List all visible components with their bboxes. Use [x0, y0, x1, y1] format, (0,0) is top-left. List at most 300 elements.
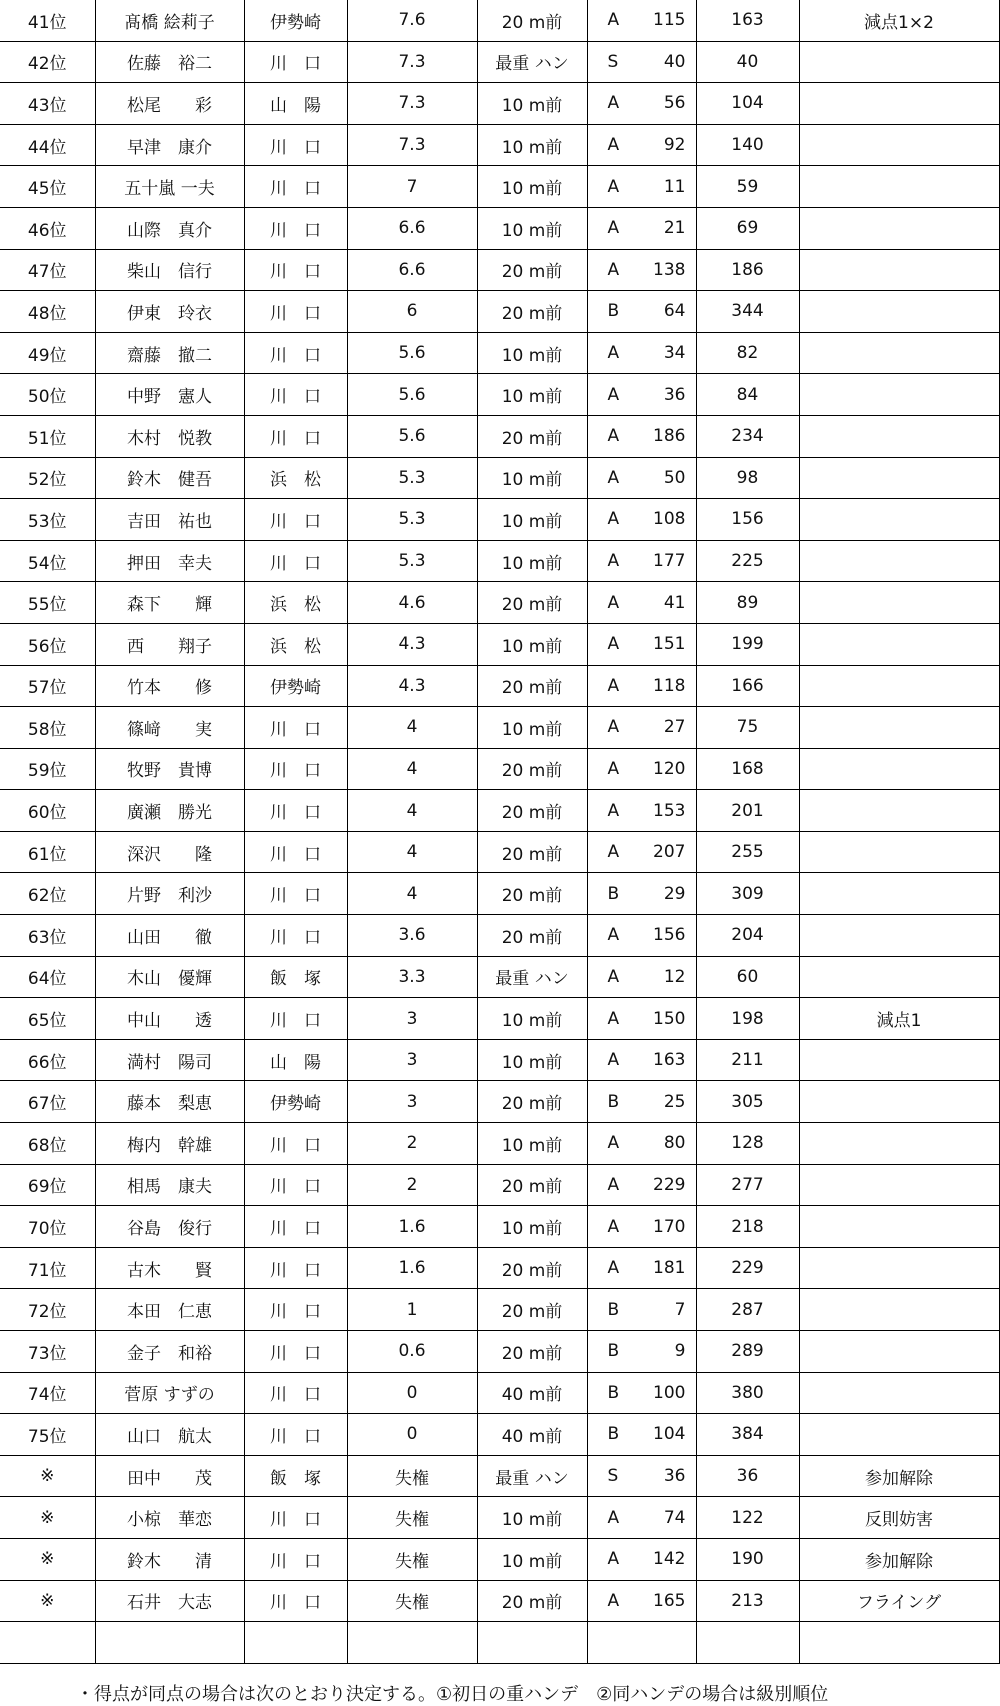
rank-cell: 64位	[0, 956, 95, 998]
handicap-cell: 10 m前	[477, 707, 587, 749]
player-number: 41	[663, 592, 686, 613]
remark-cell	[799, 1039, 999, 1081]
remark-cell	[799, 415, 999, 457]
name-cell	[95, 1622, 244, 1664]
club-cell: 川 口	[244, 374, 347, 416]
total-cell: 277	[696, 1164, 799, 1206]
player-number: 25	[663, 1091, 686, 1112]
rank-cell: 72位	[0, 1289, 95, 1331]
name-cell: 森下 輝	[95, 582, 244, 624]
total-cell: 218	[696, 1206, 799, 1248]
score-cell: 失権	[347, 1580, 477, 1622]
score-cell: 5.3	[347, 499, 477, 541]
grade-label: A	[607, 1258, 620, 1279]
player-number: 9	[674, 1341, 686, 1362]
grade-label: B	[607, 1424, 620, 1445]
score-cell	[347, 1622, 477, 1664]
remark-cell	[799, 249, 999, 291]
grade-number-cell	[587, 415, 696, 457]
grade-label: A	[607, 592, 620, 613]
total-cell: 84	[696, 374, 799, 416]
grade-number-cell	[587, 1206, 696, 1248]
grade-number-cell	[587, 1622, 696, 1664]
rank-cell: 45位	[0, 166, 95, 208]
remark-cell	[799, 582, 999, 624]
remark-cell	[799, 1289, 999, 1331]
grade-label: A	[607, 675, 620, 696]
handicap-cell: 10 m前	[477, 623, 587, 665]
player-number: 207	[653, 842, 686, 863]
grade-label: A	[607, 135, 620, 156]
rank-cell: 63位	[0, 915, 95, 957]
table-row	[0, 249, 999, 291]
name-cell: 牧野 貴博	[95, 748, 244, 790]
grade-label: B	[607, 1091, 620, 1112]
remark-cell	[799, 790, 999, 832]
club-cell: 川 口	[244, 249, 347, 291]
grade-number-cell	[587, 83, 696, 125]
player-number: 40	[663, 51, 686, 72]
name-cell: 古木 賢	[95, 1247, 244, 1289]
remark-cell	[799, 540, 999, 582]
remark-cell	[799, 665, 999, 707]
grade-number-cell	[587, 249, 696, 291]
score-cell: 4	[347, 873, 477, 915]
handicap-cell: 20 m前	[477, 0, 587, 41]
table-row	[0, 956, 999, 998]
name-cell: 中山 透	[95, 998, 244, 1040]
remark-cell	[799, 748, 999, 790]
grade-label: A	[607, 176, 620, 197]
score-cell: 0.6	[347, 1331, 477, 1373]
name-cell: 鈴木 健吾	[95, 457, 244, 499]
rank-cell: ※	[0, 1455, 95, 1497]
grade-label: A	[607, 509, 620, 530]
grade-label: A	[607, 1216, 620, 1237]
total-cell	[696, 1622, 799, 1664]
name-cell: 谷島 俊行	[95, 1206, 244, 1248]
name-cell: 松尾 彩	[95, 83, 244, 125]
handicap-cell: 10 m前	[477, 124, 587, 166]
remark-cell	[799, 166, 999, 208]
rank-cell	[0, 1622, 95, 1664]
remark-cell: 減点1×2	[799, 0, 999, 41]
rank-cell: 69位	[0, 1164, 95, 1206]
remark-cell	[799, 499, 999, 541]
score-cell: 2	[347, 1123, 477, 1165]
name-cell: 金子 和裕	[95, 1331, 244, 1373]
score-cell: 3	[347, 1039, 477, 1081]
player-number: 115	[653, 10, 686, 31]
club-cell: 川 口	[244, 1538, 347, 1580]
grade-label: A	[607, 1507, 620, 1528]
grade-label: A	[607, 259, 620, 280]
total-cell: 59	[696, 166, 799, 208]
grade-label: A	[607, 384, 620, 405]
name-cell: 田中 茂	[95, 1455, 244, 1497]
grade-number-cell	[587, 1039, 696, 1081]
grade-label: A	[607, 842, 620, 863]
grade-number-cell	[587, 1538, 696, 1580]
club-cell: 川 口	[244, 415, 347, 457]
score-cell: 5.6	[347, 415, 477, 457]
table-row	[0, 1206, 999, 1248]
handicap-cell: 10 m前	[477, 457, 587, 499]
grade-number-cell	[587, 499, 696, 541]
player-number: 118	[653, 675, 686, 696]
grade-number-cell	[587, 124, 696, 166]
club-cell: 川 口	[244, 1414, 347, 1456]
table-row	[0, 1580, 999, 1622]
club-cell: 伊勢崎	[244, 665, 347, 707]
name-cell: 山際 真介	[95, 207, 244, 249]
club-cell: 川 口	[244, 873, 347, 915]
handicap-cell: 40 m前	[477, 1372, 587, 1414]
grade-number-cell	[587, 582, 696, 624]
name-cell: 早津 康介	[95, 124, 244, 166]
table-row	[0, 1039, 999, 1081]
handicap-cell: 20 m前	[477, 1580, 587, 1622]
remark-cell	[799, 1164, 999, 1206]
grade-label: A	[607, 551, 620, 572]
total-cell: 255	[696, 831, 799, 873]
club-cell: 川 口	[244, 1247, 347, 1289]
score-cell: 失権	[347, 1538, 477, 1580]
table-row	[0, 831, 999, 873]
total-cell: 163	[696, 0, 799, 41]
score-cell: 4	[347, 831, 477, 873]
rank-cell: 48位	[0, 291, 95, 333]
total-cell: 229	[696, 1247, 799, 1289]
score-cell: 失権	[347, 1455, 477, 1497]
table-row	[0, 1497, 999, 1539]
handicap-cell: 20 m前	[477, 873, 587, 915]
table-row	[0, 1414, 999, 1456]
club-cell: 伊勢崎	[244, 0, 347, 41]
player-number: 150	[653, 1008, 686, 1029]
grade-number-cell	[587, 0, 696, 41]
club-cell: 川 口	[244, 207, 347, 249]
name-cell: 鈴木 清	[95, 1538, 244, 1580]
table-row	[0, 1455, 999, 1497]
grade-number-cell	[587, 1164, 696, 1206]
club-cell: 飯 塚	[244, 1455, 347, 1497]
total-cell: 89	[696, 582, 799, 624]
grade-number-cell	[587, 1580, 696, 1622]
grade-number-cell	[587, 665, 696, 707]
club-cell: 川 口	[244, 1289, 347, 1331]
table-row	[0, 582, 999, 624]
player-number: 12	[663, 966, 686, 987]
name-cell: 満村 陽司	[95, 1039, 244, 1081]
name-cell: 木村 悦教	[95, 415, 244, 457]
handicap-cell: 10 m前	[477, 1497, 587, 1539]
player-number: 56	[663, 93, 686, 114]
name-cell: 片野 利沙	[95, 873, 244, 915]
club-cell: 川 口	[244, 707, 347, 749]
player-number: 92	[663, 135, 686, 156]
score-cell: 1.6	[347, 1247, 477, 1289]
remark-cell	[799, 457, 999, 499]
name-cell: 西 翔子	[95, 623, 244, 665]
table-row	[0, 207, 999, 249]
score-cell: 0	[347, 1372, 477, 1414]
grade-number-cell	[587, 1081, 696, 1123]
total-cell: 309	[696, 873, 799, 915]
grade-number-cell	[587, 915, 696, 957]
total-cell: 104	[696, 83, 799, 125]
rank-cell: 53位	[0, 499, 95, 541]
name-cell: 五十嵐 一夫	[95, 166, 244, 208]
name-cell: 竹本 修	[95, 665, 244, 707]
name-cell: 木山 優輝	[95, 956, 244, 998]
club-cell: 川 口	[244, 790, 347, 832]
grade-number-cell	[587, 1455, 696, 1497]
grade-label: A	[607, 426, 620, 447]
rank-cell: ※	[0, 1497, 95, 1539]
handicap-cell: 20 m前	[477, 582, 587, 624]
handicap-cell: 最重 ハン	[477, 956, 587, 998]
player-number: 165	[653, 1590, 686, 1611]
total-cell: 168	[696, 748, 799, 790]
total-cell: 122	[696, 1497, 799, 1539]
total-cell: 234	[696, 415, 799, 457]
club-cell: 川 口	[244, 1164, 347, 1206]
remark-cell: 反則妨害	[799, 1497, 999, 1539]
remark-cell: フライング	[799, 1580, 999, 1622]
rank-cell: 68位	[0, 1123, 95, 1165]
grade-label: B	[607, 1341, 620, 1362]
table-row	[0, 1331, 999, 1373]
name-cell: 山田 徹	[95, 915, 244, 957]
remark-cell	[799, 332, 999, 374]
remark-cell	[799, 1123, 999, 1165]
rank-cell: 66位	[0, 1039, 95, 1081]
handicap-cell: 10 m前	[477, 332, 587, 374]
handicap-cell: 20 m前	[477, 1081, 587, 1123]
grade-number-cell	[587, 1414, 696, 1456]
name-cell: 深沢 隆	[95, 831, 244, 873]
grade-label: A	[607, 1133, 620, 1154]
total-cell: 204	[696, 915, 799, 957]
total-cell: 198	[696, 998, 799, 1040]
name-cell: 小椋 華恋	[95, 1497, 244, 1539]
name-cell: 齋藤 撤二	[95, 332, 244, 374]
rank-cell: 65位	[0, 998, 95, 1040]
handicap-cell: 20 m前	[477, 415, 587, 457]
total-cell: 190	[696, 1538, 799, 1580]
grade-number-cell	[587, 998, 696, 1040]
handicap-cell: 10 m前	[477, 1206, 587, 1248]
rank-cell: 56位	[0, 623, 95, 665]
handicap-cell: 10 m前	[477, 83, 587, 125]
club-cell: 川 口	[244, 1206, 347, 1248]
remark-cell: 減点1	[799, 998, 999, 1040]
score-cell: 5.3	[347, 540, 477, 582]
footnote: ・得点が同点の場合は次のとおり決定する。①初日の重ハンデ ②同ハンデの場合は級別順位	[76, 1684, 829, 1705]
score-cell: 3.6	[347, 915, 477, 957]
grade-label: A	[607, 343, 620, 364]
rank-cell: 54位	[0, 540, 95, 582]
name-cell: 山口 航太	[95, 1414, 244, 1456]
handicap-cell: 20 m前	[477, 1164, 587, 1206]
score-cell: 6	[347, 291, 477, 333]
handicap-cell: 20 m前	[477, 790, 587, 832]
player-number: 80	[663, 1133, 686, 1154]
player-number: 50	[663, 467, 686, 488]
player-number: 186	[653, 426, 686, 447]
name-cell: 髙橋 絵莉子	[95, 0, 244, 41]
grade-number-cell	[587, 1497, 696, 1539]
club-cell: 川 口	[244, 166, 347, 208]
player-number: 27	[663, 717, 686, 738]
grade-label: A	[607, 1174, 620, 1195]
club-cell: 川 口	[244, 1123, 347, 1165]
table-row	[0, 1123, 999, 1165]
total-cell: 225	[696, 540, 799, 582]
grade-label: A	[607, 10, 620, 31]
club-cell: 川 口	[244, 1497, 347, 1539]
name-cell: 押田 幸夫	[95, 540, 244, 582]
table-row	[0, 499, 999, 541]
score-cell: 1.6	[347, 1206, 477, 1248]
rank-cell: 75位	[0, 1414, 95, 1456]
total-cell: 166	[696, 665, 799, 707]
handicap-cell: 10 m前	[477, 499, 587, 541]
grade-number-cell	[587, 831, 696, 873]
score-cell: 6.6	[347, 249, 477, 291]
score-cell: 失権	[347, 1497, 477, 1539]
club-cell: 川 口	[244, 41, 347, 83]
grade-number-cell	[587, 790, 696, 832]
score-cell: 2	[347, 1164, 477, 1206]
club-cell: 浜 松	[244, 457, 347, 499]
club-cell: 川 口	[244, 831, 347, 873]
score-cell: 4	[347, 790, 477, 832]
grade-number-cell	[587, 540, 696, 582]
table-row	[0, 623, 999, 665]
player-number: 142	[653, 1549, 686, 1570]
table-row	[0, 166, 999, 208]
remark-cell	[799, 707, 999, 749]
rank-cell: 61位	[0, 831, 95, 873]
handicap-cell: 20 m前	[477, 291, 587, 333]
total-cell: 75	[696, 707, 799, 749]
player-number: 153	[653, 800, 686, 821]
remark-cell	[799, 83, 999, 125]
handicap-cell: 10 m前	[477, 166, 587, 208]
rank-cell: 58位	[0, 707, 95, 749]
grade-label: B	[607, 301, 620, 322]
player-number: 29	[663, 883, 686, 904]
table-row	[0, 1289, 999, 1331]
table-row	[0, 374, 999, 416]
total-cell: 186	[696, 249, 799, 291]
score-cell: 4.3	[347, 623, 477, 665]
grade-label: S	[607, 1466, 619, 1487]
club-cell	[244, 1622, 347, 1664]
total-cell: 69	[696, 207, 799, 249]
name-cell: 佐藤 裕二	[95, 41, 244, 83]
handicap-cell: 10 m前	[477, 207, 587, 249]
player-number: 120	[653, 758, 686, 779]
remark-cell: 参加解除	[799, 1538, 999, 1580]
table-row	[0, 665, 999, 707]
score-cell: 6.6	[347, 207, 477, 249]
rank-cell: ※	[0, 1538, 95, 1580]
name-cell: 廣瀬 勝光	[95, 790, 244, 832]
club-cell: 浜 松	[244, 623, 347, 665]
player-number: 108	[653, 509, 686, 530]
remark-cell	[799, 915, 999, 957]
handicap-cell: 20 m前	[477, 1247, 587, 1289]
score-cell: 5.6	[347, 374, 477, 416]
total-cell: 36	[696, 1455, 799, 1497]
grade-label: A	[607, 634, 620, 655]
rank-cell: 60位	[0, 790, 95, 832]
score-cell: 1	[347, 1289, 477, 1331]
grade-label: A	[607, 1590, 620, 1611]
rank-cell: 74位	[0, 1372, 95, 1414]
grade-label: A	[607, 218, 620, 239]
rank-cell: ※	[0, 1580, 95, 1622]
player-number: 181	[653, 1258, 686, 1279]
grade-number-cell	[587, 207, 696, 249]
grade-number-cell	[587, 332, 696, 374]
remark-cell	[799, 1247, 999, 1289]
handicap-cell: 10 m前	[477, 540, 587, 582]
grade-number-cell	[587, 1289, 696, 1331]
total-cell: 287	[696, 1289, 799, 1331]
grade-number-cell	[587, 166, 696, 208]
name-cell: 菅原 すずの	[95, 1372, 244, 1414]
grade-label: A	[607, 925, 620, 946]
remark-cell	[799, 41, 999, 83]
grade-label: A	[607, 966, 620, 987]
grade-label: B	[607, 883, 620, 904]
remark-cell	[799, 291, 999, 333]
handicap-cell: 20 m前	[477, 249, 587, 291]
score-cell: 7.3	[347, 83, 477, 125]
name-cell: 中野 憲人	[95, 374, 244, 416]
score-cell: 7.3	[347, 41, 477, 83]
handicap-cell: 20 m前	[477, 748, 587, 790]
club-cell: 山 陽	[244, 83, 347, 125]
rank-cell: 42位	[0, 41, 95, 83]
club-cell: 川 口	[244, 1331, 347, 1373]
rank-cell: 73位	[0, 1331, 95, 1373]
total-cell: 40	[696, 41, 799, 83]
total-cell: 140	[696, 124, 799, 166]
score-cell: 4	[347, 707, 477, 749]
grade-label: A	[607, 800, 620, 821]
handicap-cell: 20 m前	[477, 915, 587, 957]
table-row	[0, 1081, 999, 1123]
table-row	[0, 748, 999, 790]
rank-cell: 55位	[0, 582, 95, 624]
rank-cell: 46位	[0, 207, 95, 249]
handicap-cell: 20 m前	[477, 1331, 587, 1373]
grade-label: S	[607, 51, 619, 72]
club-cell: 山 陽	[244, 1039, 347, 1081]
rank-cell: 62位	[0, 873, 95, 915]
total-cell: 289	[696, 1331, 799, 1373]
rank-cell: 47位	[0, 249, 95, 291]
grade-number-cell	[587, 1123, 696, 1165]
handicap-cell: 10 m前	[477, 1123, 587, 1165]
player-number: 36	[663, 1466, 686, 1487]
grade-label: A	[607, 1050, 620, 1071]
